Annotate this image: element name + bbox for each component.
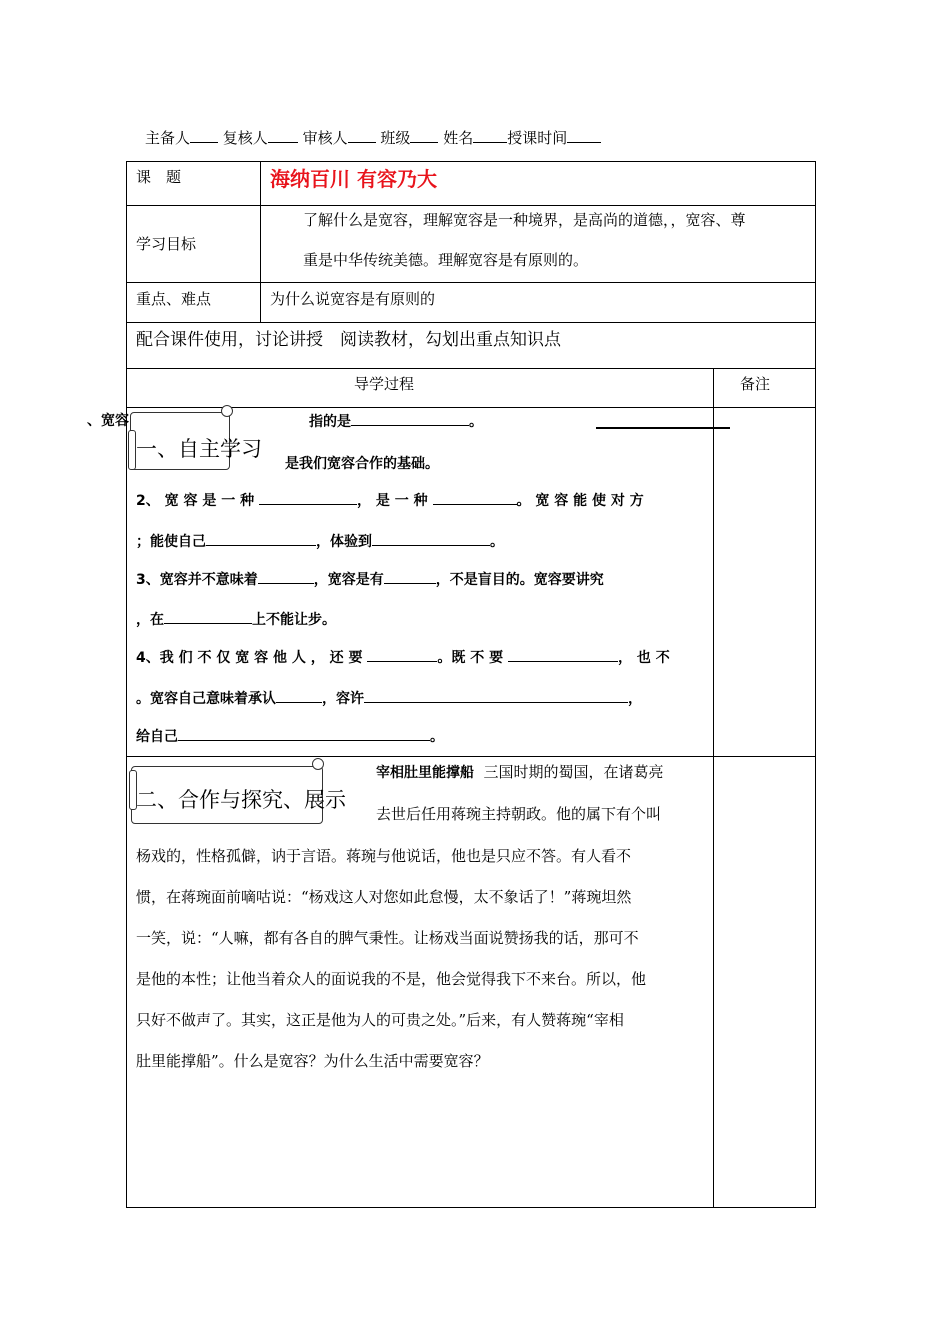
key-label: 重点、难点	[136, 290, 212, 308]
table-rule	[126, 322, 815, 323]
story-line-3: 杨戏的，性格孤僻，讷于言语。蒋琬与他说话，他也是只应不答。有人看不	[136, 847, 632, 865]
story-line-2: 去世后任用蒋琬主持朝政。他的属下有个叫	[376, 805, 662, 823]
class-blank	[410, 128, 438, 143]
section2-title: 二、合作与探究、展示	[136, 788, 346, 812]
notes-label: 备注	[740, 375, 771, 393]
scroll-curl-icon	[128, 430, 136, 470]
time-blank	[567, 128, 601, 143]
blank	[596, 427, 730, 429]
stray-label: 、宽容	[87, 413, 129, 429]
class-label: 班级	[380, 129, 411, 147]
blank	[276, 687, 322, 703]
table-rule	[126, 756, 815, 757]
blank	[508, 646, 618, 662]
story-line-8: 肚里能撑船”。什么是宽容？为什么生活中需要宽容？	[136, 1052, 489, 1070]
blank	[384, 568, 436, 584]
topic-label: 课 题	[136, 168, 182, 186]
story-line-5: 一笑，说：“人嘛，都有各自的脾气秉性。让杨戏当面说赞扬我的话，那可不	[136, 929, 639, 947]
auditor-label: 审核人	[302, 129, 348, 147]
time-label: 授课时间	[507, 129, 568, 147]
question-1-line-2: 是我们宽容合作的基础。	[285, 456, 439, 472]
question-4-line-3: 给自己 。	[136, 725, 444, 746]
blank	[164, 608, 252, 624]
scroll-curl-icon	[221, 405, 233, 417]
section1-title: 一、自主学习	[136, 437, 262, 461]
table-col-divider	[260, 161, 261, 323]
preparer-label: 主备人	[145, 129, 191, 147]
question-3-line-2: ，在 上不能让步。	[136, 608, 336, 629]
blank	[367, 646, 437, 662]
blank	[259, 489, 357, 505]
table-border-top	[126, 161, 815, 162]
table-rule	[126, 205, 815, 206]
question-2-line-2: ；能使自己 ，体验到 。	[136, 530, 504, 551]
table-border-left	[126, 161, 127, 1208]
goal-line-2: 重是中华传统美德。理解宽容是有原则的。	[303, 251, 589, 269]
reviewer-label: 复核人	[222, 129, 268, 147]
table-col-divider-notes	[713, 368, 714, 1208]
story-title: 宰相肚里能撑船	[376, 765, 474, 781]
question-2: 2、 宽 容 是 一 种 ， 是 一 种 。 宽 容 能 使 对 方	[136, 489, 644, 510]
table-rule	[126, 282, 815, 283]
table-border-right	[815, 161, 816, 1208]
name-label: 姓名	[443, 129, 474, 147]
story-line-1: 宰相肚里能撑船 三国时期的蜀国，在诸葛亮	[376, 763, 664, 781]
story-line-4: 惯，在蒋琬面前嘀咕说：“杨戏这人对您如此怠慢，太不象话了！”蒋琬坦然	[136, 888, 632, 906]
question-1: 指的是 。	[309, 410, 483, 431]
reviewer-blank	[268, 128, 298, 143]
scroll-curl-icon	[312, 758, 324, 770]
table-border-bottom	[126, 1207, 815, 1208]
process-label: 导学过程	[354, 375, 415, 393]
question-3: 3、宽容并不意味着 ，宽容是有 ，不是盲目的。宽容要讲究	[136, 568, 604, 589]
key-value: 为什么说宽容是有原则的	[270, 290, 436, 308]
blank	[364, 687, 628, 703]
blank	[258, 568, 314, 584]
blank	[372, 530, 490, 546]
method-text: 配合课件使用，讨论讲授 阅读教材，勾划出重点知识点	[136, 330, 561, 350]
story-line-6: 是他的本性；让他当着众人的面说我的不是，他会觉得我下不来台。所以，他	[136, 970, 647, 988]
blank	[206, 530, 316, 546]
blank	[178, 725, 430, 741]
preparer-blank	[190, 128, 218, 143]
goal-line-1: 了解什么是宽容，理解宽容是一种境界，是高尚的道德，，宽容、尊	[303, 211, 746, 229]
name-blank	[473, 128, 507, 143]
question-4-line-2: 。宽容自己意味着承认 ，容许 ，	[136, 687, 642, 708]
blank	[433, 489, 517, 505]
blank	[351, 410, 469, 426]
header-fields	[145, 127, 601, 148]
story-line-7: 只好不做声了。其实，这正是他为人的可贵之处。”后来，有人赞蒋琬“宰相	[136, 1011, 624, 1029]
question-4: 4、我 们 不 仅 宽 容 他 人 ， 还 要 。既 不 要 ， 也 不	[136, 646, 670, 667]
table-rule	[126, 368, 815, 369]
goal-label: 学习目标	[136, 235, 197, 253]
auditor-blank	[348, 128, 376, 143]
topic-title: 海纳百川 有容乃大	[270, 167, 437, 191]
